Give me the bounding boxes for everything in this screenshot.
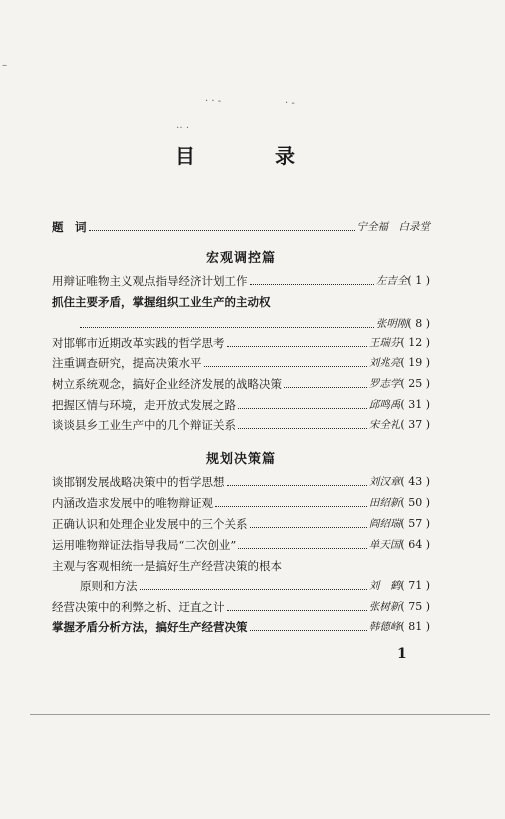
entry-page: ( 8 ) — [407, 317, 430, 330]
scan-speck: · - — [285, 98, 295, 109]
toc-entry[interactable] — [52, 292, 430, 312]
entry-title: 运用唯物辩证法指导我局“二次创业” — [52, 538, 237, 552]
entry-author: 阎绍瑞 — [368, 518, 401, 530]
entry-page: ( 19 ) — [400, 356, 430, 369]
section-heading: 宏观调控篇 — [205, 251, 276, 266]
toc-entry[interactable] — [52, 535, 430, 555]
dot-leader — [227, 610, 367, 611]
dot-leader — [204, 366, 367, 367]
entry-author: 张树新 — [368, 601, 401, 613]
entry-title: 掌握矛盾分析方法，搞好生产经营决策 — [52, 620, 248, 634]
entry-author: 田绍新 — [368, 497, 401, 509]
page-number: 1 — [397, 646, 407, 662]
entry-title: 把握区情与环境，走开放式发展之路 — [52, 398, 236, 412]
entry-page: ( 71 ) — [400, 579, 430, 592]
entry-page: ( 50 ) — [400, 496, 430, 509]
entry-author: 宋全礼 — [368, 419, 401, 431]
entry-page: ( 64 ) — [400, 538, 430, 551]
toc-entry[interactable] — [52, 395, 430, 415]
entry-page: ( 75 ) — [400, 600, 430, 613]
dot-leader — [227, 485, 367, 486]
dot-leader — [250, 630, 367, 631]
toc-entry[interactable] — [52, 597, 430, 617]
dot-leader — [140, 589, 367, 590]
entry-page: ( 25 ) — [400, 377, 430, 390]
scan-speck: – — [2, 60, 7, 71]
page-title: 目 录 — [175, 144, 325, 168]
entry-author: 宁全福 白录堂 — [356, 221, 430, 233]
entry-author: 单天国 — [368, 539, 401, 551]
entry-title: 正确认识和处理企业发展中的三个关系 — [52, 517, 248, 531]
dot-leader — [89, 230, 355, 231]
toc-entry[interactable] — [52, 374, 430, 394]
entry-title: 内涵改造求发展中的唯物辩证观 — [52, 496, 213, 510]
entry-title: 题 词 — [52, 220, 87, 234]
entry-author: 王瑞芬 — [368, 337, 401, 349]
entry-title-continuation: 原则和方法 — [80, 579, 138, 593]
entry-author: 刘 鹤 — [368, 580, 401, 592]
entry-page: ( 43 ) — [400, 475, 430, 488]
toc-entry[interactable] — [52, 493, 430, 513]
dot-leader — [250, 527, 367, 528]
toc-entry-continuation[interactable] — [52, 314, 430, 334]
entry-title: 抓住主要矛盾，掌握组织工业生产的主动权 — [52, 295, 271, 309]
toc-entry-preface[interactable] — [52, 217, 430, 237]
entry-title: 对邯郸市近期改革实践的哲学思考 — [52, 336, 225, 350]
toc-entry[interactable] — [52, 271, 430, 291]
entry-page: ( 37 ) — [400, 418, 430, 431]
toc-entry-continuation[interactable] — [52, 576, 430, 596]
entry-author: 刘兆亮 — [368, 357, 401, 369]
entry-title: 注重调查研究，提高决策水平 — [52, 356, 202, 370]
toc-entry[interactable] — [52, 556, 430, 576]
dot-leader — [238, 548, 367, 549]
scan-speck: ‥ . — [176, 120, 190, 131]
entry-author: 韩德峰 — [368, 621, 401, 633]
entry-title: 谈谈县乡工业生产中的几个辩证关系 — [52, 418, 236, 432]
entry-page: ( 1 ) — [407, 274, 430, 287]
dot-leader — [227, 346, 367, 347]
toc-entry[interactable] — [52, 353, 430, 373]
dot-leader — [215, 506, 367, 507]
toc-entry[interactable] — [52, 333, 430, 353]
dot-leader — [80, 327, 374, 328]
entry-title: 谈邯钢发展战略决策中的哲学思想 — [52, 475, 225, 489]
entry-author: 罗志学 — [368, 378, 401, 390]
entry-title: 树立系统观念，搞好企业经济发展的战略决策 — [52, 377, 282, 391]
scan-speck: · · - — [205, 96, 222, 107]
dot-leader — [238, 408, 367, 409]
horizontal-rule — [30, 714, 490, 715]
entry-page: ( 81 ) — [400, 620, 430, 633]
entry-author: 邱鸣禹 — [368, 399, 401, 411]
dot-leader — [238, 428, 367, 429]
toc-entry[interactable] — [52, 472, 430, 492]
toc-entry[interactable] — [52, 415, 430, 435]
dot-leader — [250, 284, 374, 285]
section-heading: 规划决策篇 — [205, 452, 276, 467]
entry-title: 用辩证唯物主义观点指导经济计划工作 — [52, 274, 248, 288]
entry-title: 主观与客观相统一是搞好生产经营决策的根本 — [52, 559, 282, 573]
entry-page: ( 12 ) — [400, 336, 430, 349]
dot-leader — [284, 387, 367, 388]
toc-entry[interactable] — [52, 617, 430, 637]
entry-page: ( 31 ) — [400, 398, 430, 411]
entry-author: 刘汉章 — [368, 476, 401, 488]
entry-page: ( 57 ) — [400, 517, 430, 530]
toc-entry[interactable] — [52, 514, 430, 534]
entry-author: 左吉全 — [375, 275, 408, 287]
entry-title: 经营决策中的利弊之析、迂直之计 — [52, 600, 225, 614]
entry-author: 张明刚 — [375, 318, 408, 330]
